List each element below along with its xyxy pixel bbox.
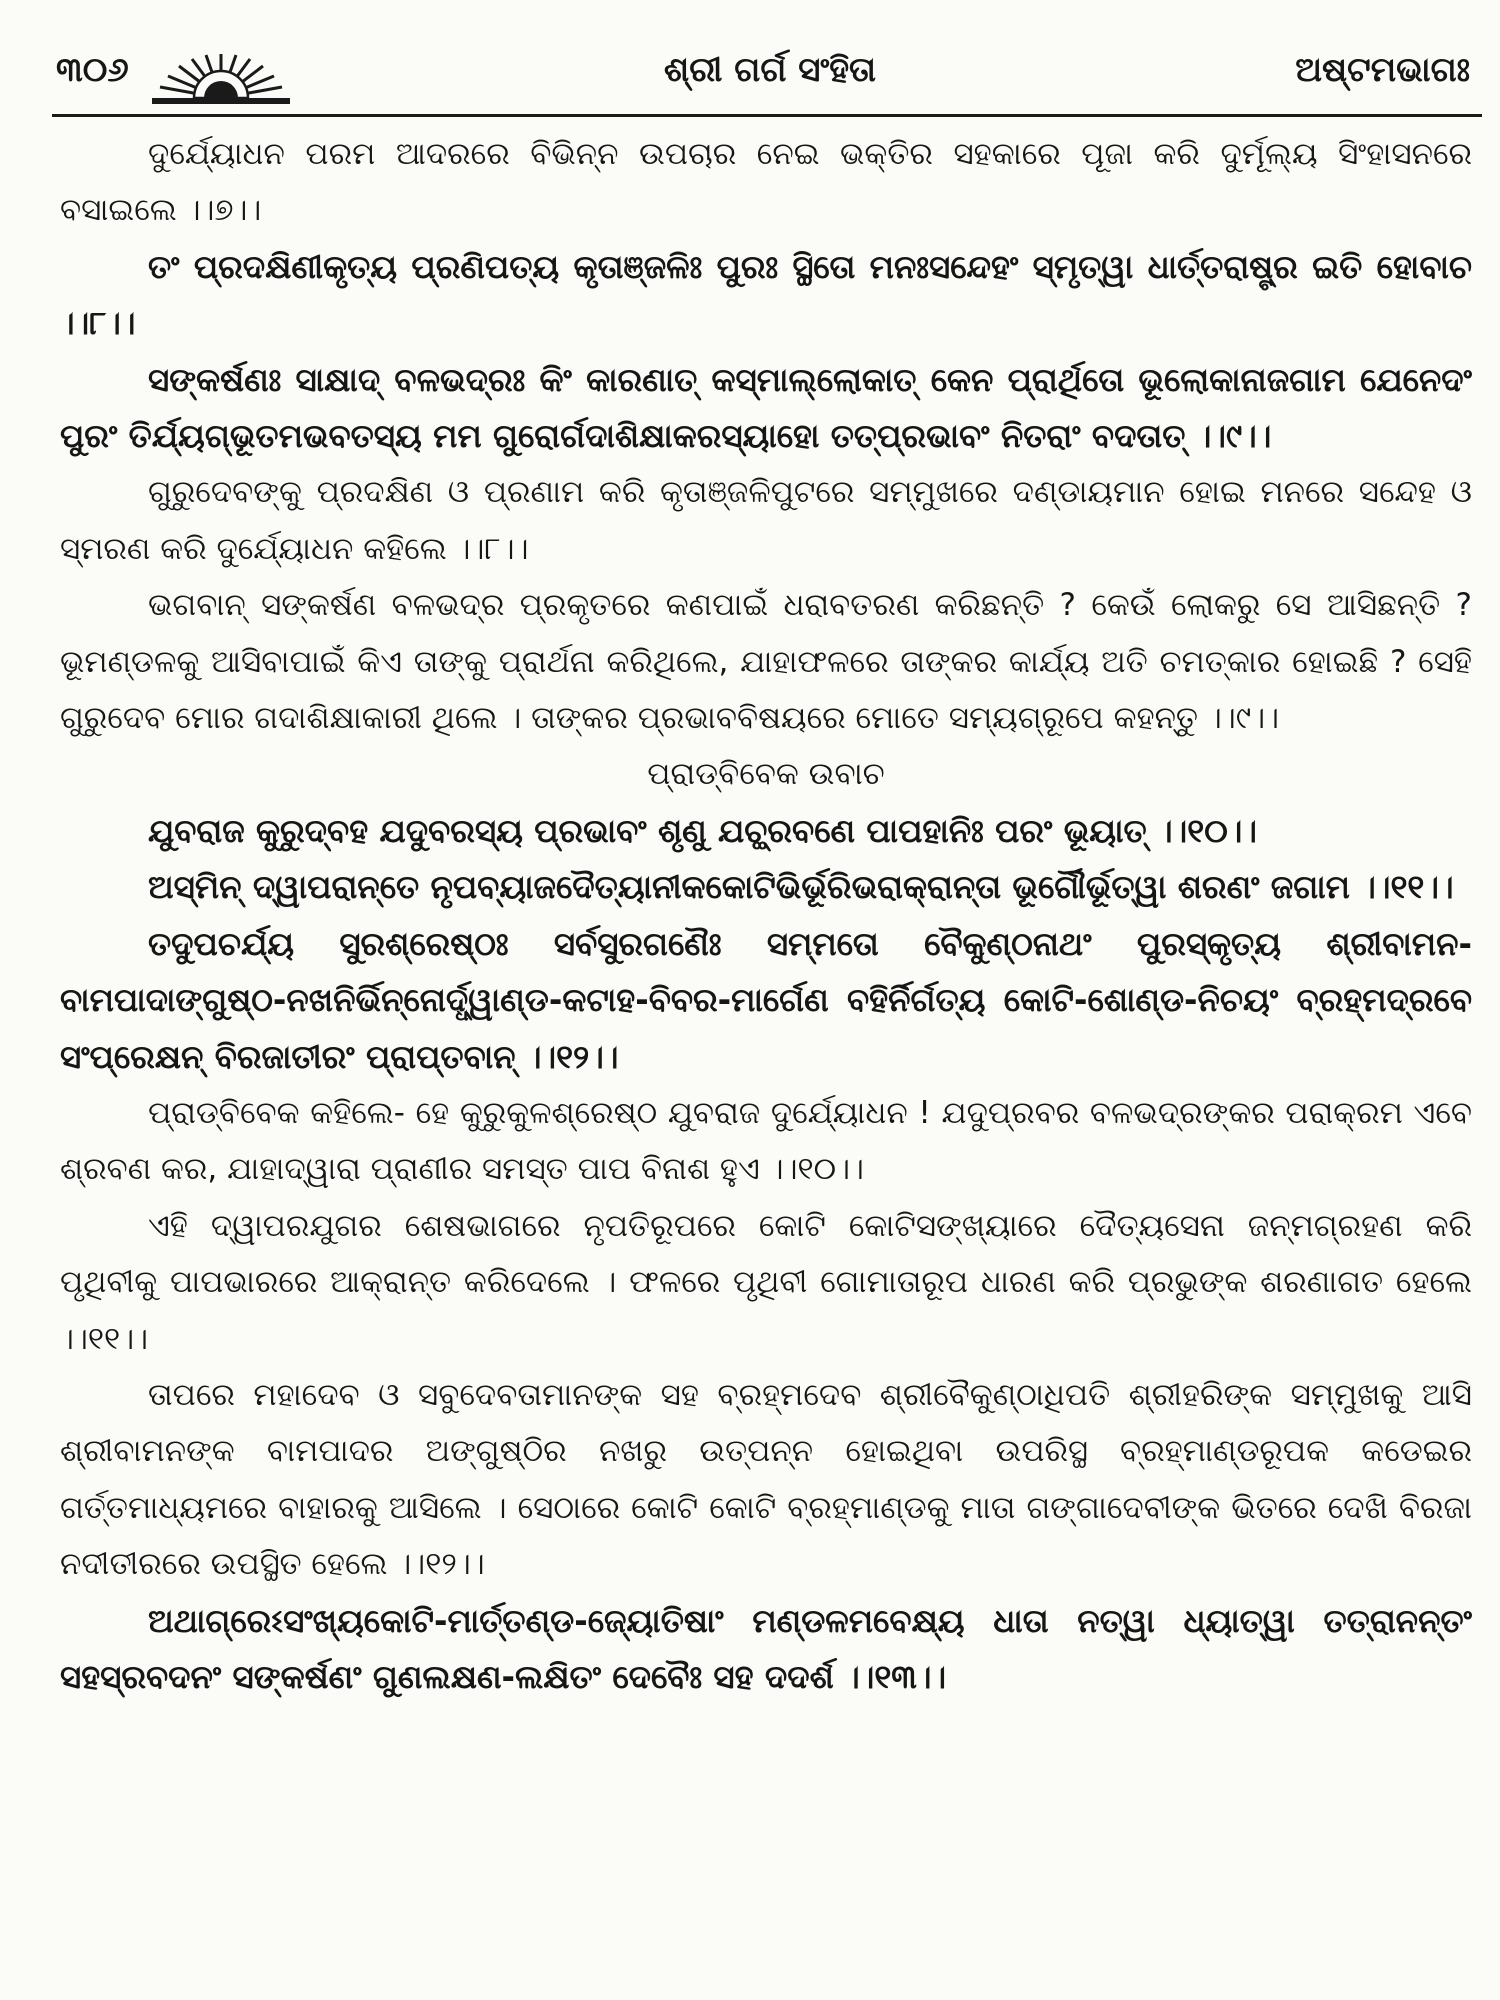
sanskrit-verse: ତଂ ପ୍ରଦକ୍ଷିଣୀକୃତ୍ୟ ପ୍ରଣିପତ୍ୟ କୃତାଞ୍ଜଳିଃ ପୁରଃ ସ୍ଥିତୋ ମନଃସନ୍ଦେହଂ ସ୍ମୃତ୍ୱା ଧାର୍ତ୍ତରାଷ୍ଟ୍ର ଇତି ହୋବାଚ ।।୮।। — [60, 247, 1472, 343]
book-title: ଶ୍ରୀ ଗର୍ଗ ସଂହିତା — [663, 50, 877, 90]
sanskrit-verse: ଯୁବରାଜ କୁରୁଦ୍‌ବହ ଯଦୁବରସ୍ୟ ପ୍ରଭାବଂ ଶୃଣୁ ଯଚ୍ଛ୍ରବଣେ ପାପହାନିଃ ପରଂ ଭୂୟାତ୍ ।।୧୦।। — [148, 811, 1257, 850]
speaker-heading: ପ୍ରାଡ୍‌ବିବେକ ଉବାଚ — [647, 756, 885, 793]
page-body — [60, 126, 1472, 1705]
page-number: ୩୦୬ — [56, 50, 129, 90]
odia-paragraph: ଏହି ଦ୍ୱାପରଯୁଗର ଶେଷଭାଗରେ ନୃପତିରୂପରେ କୋଟି କୋଟିସଙ୍ଖ୍ୟାରେ ଦୈତ୍ୟସେନା ଜନ୍ମଗ୍ରହଣ କରି ପୃଥିବୀକୁ ପାପଭାରରେ ଆକ୍ରାନ୍ତ କରିଦେଲେ । ଫଳରେ ପୃଥିବୀ ଗୋମାତାରୂପ ଧାରଣ କରି ପ୍ରଭୁଙ୍କ ଶରଣାଗତ ହେଲେ ।।୧୧।। — [60, 1207, 1472, 1357]
odia-paragraph: ତାପରେ ମହାଦେବ ଓ ସବୁଦେବତାମାନଙ୍କ ସହ ବ୍ରହ୍ମଦେବ ଶ୍ରୀବୈକୁଣ୍ଠାଧିପତି ଶ୍ରୀହରିଙ୍କ ସମ୍ମୁଖକୁ ଆସି ଶ୍ରୀବାମନଙ୍କ ବାମପାଦର ଅଙ୍ଗୁଷ୍ଠିର ନଖରୁ ଉତ୍ପନ୍ନ ହୋଇଥିବା ଉପରିସ୍ଥ ବ୍ରହ୍ମାଣ୍ଡରୂପକ କଡେଇର ଗର୍ତ୍ତମାଧ୍ୟମରେ ବାହାରକୁ ଆସିଲେ । ସେଠାରେ କୋଟି କୋଟି ବ୍ରହ୍ମାଣ୍ଡକୁ ମାତା ଗଙ୍ଗାଦେବୀଙ୍କ ଭିତରେ ଦେଖି ବିରଜା ନଦୀତୀରରେ ଉପସ୍ଥିତ ହେଲେ ।।୧୨।। — [60, 1376, 1472, 1583]
header-divider — [52, 114, 1482, 117]
sanskrit-verse: ଅଥାଗ୍ରେଽସଂଖ୍ୟକୋଟି-ମାର୍ତ୍ତଣ୍ଡ-ଜ୍ୟୋତିଷାଂ ମଣ୍ଡଳମବେକ୍ଷ୍ୟ ଧାତା ନତ୍ୱା ଧ୍ୟାତ୍ୱା ତତ୍ରାନନ୍ତଂ ସହସ୍ରବଦନଂ ସଙ୍କର୍ଷଣଂ ଗୁଣଲକ୍ଷଣ-ଲକ୍ଷିତଂ ଦେବୈଃ ସହ ଦଦର୍ଶ ।।୧୩।। — [60, 1601, 1472, 1696]
sanskrit-verse: ଅସ୍ମିନ୍ ଦ୍ୱାପରାନ୍ତେ ନୃପବ୍ୟାଜଦୈତ୍ୟାନୀକକୋଟିଭିର୍ଭୂରିଭରାକ୍ରାନ୍ତା ଭୂର୍ଗୌର୍ଭୂତ୍ୱା ଶରଣଂ ଜଗାମ ।।୧୧।। — [148, 868, 1454, 907]
section-label: ଅଷ୍ଟମଭାଗଃ — [1295, 50, 1470, 90]
odia-paragraph: ଦୁର୍ଯ୍ୟୋଧନ ପରମ ଆଦରରେ ବିଭିନ୍ନ ଉପଚାର ନେଇ ଭକ୍ତିର ସହକାରେ ପୂଜା କରି ଦୁର୍ମୂଲ୍ୟ ସିଂହାସନରେ ବସାଇଲେ ।।୭।। — [60, 136, 1472, 229]
odia-paragraph: ପ୍ରାଡ୍‌ବିବେକ କହିଲେ- ହେ କୁରୁକୁଳଶ୍ରେଷ୍ଠ ଯୁବରାଜ ଦୁର୍ଯ୍ୟୋଧନ ! ଯଦୁପ୍ରବର ବଳଭଦ୍ରଙ୍କର ପରାକ୍ରମ ଏବେ ଶ୍ରବଣ କର, ଯାହାଦ୍ୱାରା ପ୍ରାଣୀର ସମସ୍ତ ପାପ ବିନାଶ ହୁଏ ।।୧୦।। — [60, 1094, 1472, 1188]
sanskrit-verse: ତଦୁପଚର୍ଯ୍ୟ ସୁରଶ୍ରେଷ୍ଠଃ ସର୍ବସୁରଗଣୈଃ ସମ୍ମତୋ ବୈକୁଣ୍ଠନାଥଂ ପୁରସ୍କୃତ୍ୟ ଶ୍ରୀବାମନ-ବାମପାଦାଙ୍ଗୁଷ୍ଠ-ନଖନିର୍ଭିନ୍ନୋର୍ଦ୍ଧ୍ୱାଣ୍ଡ-କଟାହ-ବିବର-ମାର୍ଗେଣ ବହିର୍ନିର୍ଗତ୍ୟ କୋଟି-ଶୋଣ୍ଡ-ନିଚୟଂ ବ୍ରହ୍ମଦ୍ରବେ ସଂପ୍ରେକ୍ଷନ୍ ବିରଜାତୀରଂ ପ୍ରାପ୍ତବାନ୍ ।।୧୨।। — [60, 924, 1472, 1076]
page-header — [56, 48, 1484, 108]
odia-paragraph: ଗୁରୁଦେବଙ୍କୁ ପ୍ରଦକ୍ଷିଣ ଓ ପ୍ରଣାମ କରି କୃତାଞ୍ଜଳିପୁଟରେ ସମ୍ମୁଖରେ ଦଣ୍ଡାୟମାନ ହୋଇ ମନରେ ସନ୍ଦେହ ଓ ସ୍ମରଣ କରି ଦୁର୍ଯ୍ୟୋଧନ କହିଲେ ।।୮।। — [60, 474, 1472, 567]
sanskrit-verse: ସଙ୍କର୍ଷଣଃ ସାକ୍ଷାଦ୍ ବଳଭଦ୍ରଃ କିଂ କାରଣାତ୍ କସ୍ମାଲ୍ଲୋକାତ୍ କେନ ପ୍ରାର୍ଥିତୋ ଭୂଲୋକାନାଜଗାମ ଯେନେଦଂ ପୁରଂ ତିର୍ଯ୍ୟଗ୍‌ଭୂତମଭବତସ୍ୟ ମମ ଗୁରୋର୍ଗଦାଶିକ୍ଷାକରସ୍ୟାହୋ ତତ୍‌ପ୍ରଭାବଂ ନିତରାଂ ବଦତାତ୍ ।।୯।। — [60, 360, 1472, 456]
odia-paragraph: ଭଗବାନ୍ ସଙ୍କର୍ଷଣ ବଳଭଦ୍ର ପ୍ରକୃତରେ କଣପାଇଁ ଧରାବତରଣ କରିଛନ୍ତି ? କେଉଁ ଲୋକରୁ ସେ ଆସିଛନ୍ତି ? ଭୂମଣ୍ଡଳକୁ ଆସିବାପାଇଁ କିଏ ତାଙ୍କୁ ପ୍ରାର୍ଥନା କରିଥିଲେ, ଯାହାଫଳରେ ତାଙ୍କର କାର୍ଯ୍ୟ ଅତି ଚମତ୍କାର ହୋଇଛି ? ସେହି ଗୁରୁଦେବ ମୋର ଗଦାଶିକ୍ଷାକାରୀ ଥିଲେ । ତାଙ୍କର ପ୍ରଭାବବିଷୟରେ ମୋତେ ସମ୍ୟଗ୍ରୂପେ କହନ୍ତୁ ।।୯।। — [60, 587, 1472, 737]
